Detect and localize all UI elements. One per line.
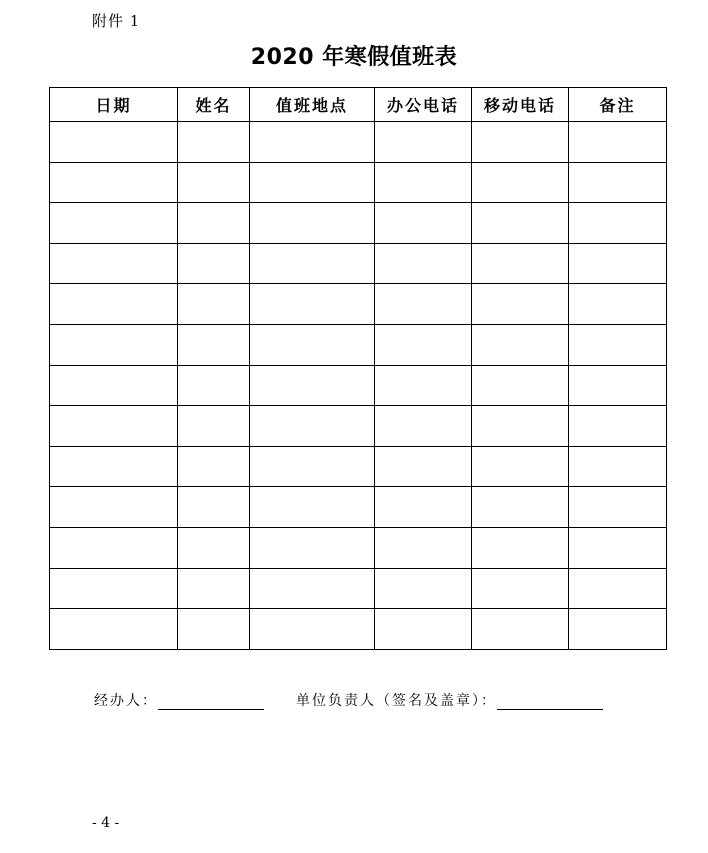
table-cell-mobile-phone[interactable] xyxy=(472,284,569,325)
table-cell-date[interactable] xyxy=(50,324,178,365)
table-cell-date[interactable] xyxy=(50,243,178,284)
table-cell-mobile-phone[interactable] xyxy=(472,527,569,568)
table-cell-name[interactable] xyxy=(178,365,250,406)
table-cell-location[interactable] xyxy=(250,203,375,244)
table-cell-date[interactable] xyxy=(50,406,178,447)
table-cell-name[interactable] xyxy=(178,203,250,244)
table-cell-date[interactable] xyxy=(50,284,178,325)
responsible-label: 单位负责人（签名及盖章）： xyxy=(296,693,497,709)
table-cell-location[interactable] xyxy=(250,406,375,447)
table-cell-date[interactable] xyxy=(50,365,178,406)
table-cell-mobile-phone[interactable] xyxy=(472,365,569,406)
table-cell-notes[interactable] xyxy=(569,122,667,163)
table-cell-office-phone[interactable] xyxy=(375,284,472,325)
table-row xyxy=(50,162,667,203)
table-cell-name[interactable] xyxy=(178,284,250,325)
table-cell-notes[interactable] xyxy=(569,162,667,203)
table-row xyxy=(50,446,667,487)
table-row xyxy=(50,284,667,325)
table-row xyxy=(50,568,667,609)
table-cell-mobile-phone[interactable] xyxy=(472,406,569,447)
table-cell-date[interactable] xyxy=(50,527,178,568)
table-cell-date[interactable] xyxy=(50,568,178,609)
table-cell-name[interactable] xyxy=(178,609,250,650)
table-cell-office-phone[interactable] xyxy=(375,568,472,609)
column-header-notes: 备注 xyxy=(569,88,667,122)
table-cell-notes[interactable] xyxy=(569,527,667,568)
table-body xyxy=(50,122,667,650)
table-cell-mobile-phone[interactable] xyxy=(472,203,569,244)
table-cell-office-phone[interactable] xyxy=(375,122,472,163)
table-cell-location[interactable] xyxy=(250,487,375,528)
table-cell-mobile-phone[interactable] xyxy=(472,487,569,528)
table-cell-location[interactable] xyxy=(250,365,375,406)
responsible-blank[interactable] xyxy=(497,695,603,710)
table-header-row xyxy=(50,88,667,122)
table-cell-notes[interactable] xyxy=(569,406,667,447)
table-cell-location[interactable] xyxy=(250,162,375,203)
table-cell-notes[interactable] xyxy=(569,609,667,650)
table-cell-date[interactable] xyxy=(50,162,178,203)
table-cell-name[interactable] xyxy=(178,406,250,447)
table-cell-date[interactable] xyxy=(50,203,178,244)
table-row xyxy=(50,243,667,284)
table-cell-office-phone[interactable] xyxy=(375,162,472,203)
table-cell-mobile-phone[interactable] xyxy=(472,446,569,487)
table-cell-name[interactable] xyxy=(178,122,250,163)
table-cell-notes[interactable] xyxy=(569,365,667,406)
signature-line xyxy=(94,690,603,710)
table-cell-office-phone[interactable] xyxy=(375,365,472,406)
table-cell-location[interactable] xyxy=(250,243,375,284)
table-cell-mobile-phone[interactable] xyxy=(472,568,569,609)
table-cell-office-phone[interactable] xyxy=(375,324,472,365)
table-cell-office-phone[interactable] xyxy=(375,203,472,244)
table-cell-office-phone[interactable] xyxy=(375,406,472,447)
table-cell-date[interactable] xyxy=(50,609,178,650)
table-cell-name[interactable] xyxy=(178,527,250,568)
table-cell-notes[interactable] xyxy=(569,446,667,487)
table-cell-office-phone[interactable] xyxy=(375,446,472,487)
table-cell-notes[interactable] xyxy=(569,203,667,244)
table-cell-name[interactable] xyxy=(178,446,250,487)
table-row xyxy=(50,527,667,568)
handler-blank[interactable] xyxy=(158,695,264,710)
attachment-label: 附件 1 xyxy=(92,12,141,30)
table-cell-office-phone[interactable] xyxy=(375,527,472,568)
table-cell-mobile-phone[interactable] xyxy=(472,243,569,284)
table-row xyxy=(50,203,667,244)
table-row xyxy=(50,122,667,163)
table-cell-office-phone[interactable] xyxy=(375,243,472,284)
table-cell-location[interactable] xyxy=(250,568,375,609)
table-cell-name[interactable] xyxy=(178,243,250,284)
table-cell-mobile-phone[interactable] xyxy=(472,122,569,163)
table-cell-mobile-phone[interactable] xyxy=(472,162,569,203)
table-cell-mobile-phone[interactable] xyxy=(472,324,569,365)
table-row xyxy=(50,609,667,650)
column-header-mobile-phone: 移动电话 xyxy=(472,88,569,122)
table-cell-notes[interactable] xyxy=(569,243,667,284)
page-title: 2020 年寒假值班表 xyxy=(250,45,458,70)
table-cell-notes[interactable] xyxy=(569,284,667,325)
table-cell-name[interactable] xyxy=(178,568,250,609)
table-cell-mobile-phone[interactable] xyxy=(472,609,569,650)
page-number: - 4 - xyxy=(92,815,120,831)
table-cell-date[interactable] xyxy=(50,122,178,163)
table-cell-notes[interactable] xyxy=(569,487,667,528)
table-cell-location[interactable] xyxy=(250,284,375,325)
table-cell-name[interactable] xyxy=(178,162,250,203)
table-row xyxy=(50,487,667,528)
column-header-date: 日期 xyxy=(50,88,178,122)
table-row xyxy=(50,324,667,365)
duty-table xyxy=(49,87,667,650)
table-cell-location[interactable] xyxy=(250,324,375,365)
table-cell-location[interactable] xyxy=(250,527,375,568)
column-header-office-phone: 办公电话 xyxy=(375,88,472,122)
table-cell-office-phone[interactable] xyxy=(375,487,472,528)
handler-label: 经办人： xyxy=(94,693,158,709)
table-cell-location[interactable] xyxy=(250,609,375,650)
column-header-name: 姓名 xyxy=(178,88,250,122)
table-cell-office-phone[interactable] xyxy=(375,609,472,650)
table-cell-date[interactable] xyxy=(50,446,178,487)
table-row xyxy=(50,365,667,406)
table-cell-name[interactable] xyxy=(178,487,250,528)
table-cell-notes[interactable] xyxy=(569,568,667,609)
table-cell-location[interactable] xyxy=(250,122,375,163)
table-row xyxy=(50,406,667,447)
table-cell-date[interactable] xyxy=(50,487,178,528)
table-cell-name[interactable] xyxy=(178,324,250,365)
table-cell-notes[interactable] xyxy=(569,324,667,365)
table-cell-location[interactable] xyxy=(250,446,375,487)
column-header-location: 值班地点 xyxy=(250,88,375,122)
